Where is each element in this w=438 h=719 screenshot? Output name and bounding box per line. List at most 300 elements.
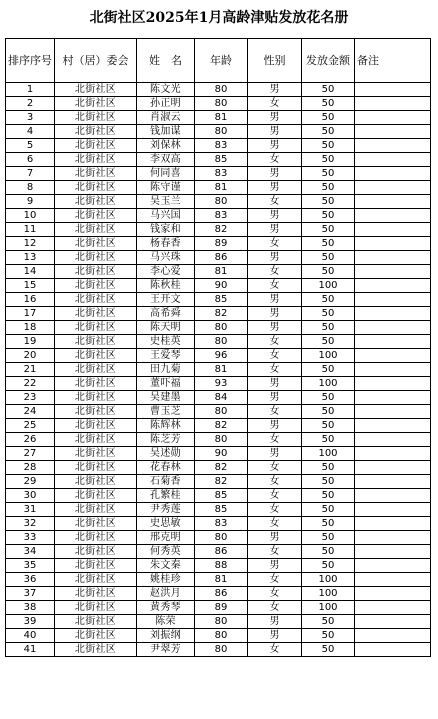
- note-cell: [355, 97, 431, 111]
- seq-cell: 41: [6, 643, 55, 657]
- table-row: [6, 237, 431, 251]
- name-cell: 姚桂珍: [137, 573, 195, 587]
- table-row: [6, 419, 431, 433]
- name-cell: 杨春香: [137, 237, 195, 251]
- village-cell: 北街社区: [55, 559, 137, 573]
- seq-cell: 1: [6, 83, 55, 97]
- name-cell: 吴建墨: [137, 391, 195, 405]
- table-row: [6, 97, 431, 111]
- age-cell: 80: [195, 615, 248, 629]
- village-cell: 北街社区: [55, 391, 137, 405]
- village-cell: 北街社区: [55, 97, 137, 111]
- table-row: [6, 251, 431, 265]
- table-row: [6, 587, 431, 601]
- gender-cell: 男: [248, 629, 302, 643]
- amount-cell: 50: [302, 209, 355, 223]
- table-row: [6, 531, 431, 545]
- age-cell: 82: [195, 307, 248, 321]
- header-gender: 性别: [248, 39, 302, 83]
- age-cell: 89: [195, 601, 248, 615]
- amount-cell: 50: [302, 153, 355, 167]
- age-cell: 85: [195, 153, 248, 167]
- note-cell: [355, 489, 431, 503]
- note-cell: [355, 587, 431, 601]
- village-cell: 北街社区: [55, 223, 137, 237]
- age-cell: 81: [195, 573, 248, 587]
- age-cell: 80: [195, 195, 248, 209]
- table-row: [6, 335, 431, 349]
- table-row: [6, 601, 431, 615]
- amount-cell: 50: [302, 237, 355, 251]
- note-cell: [355, 209, 431, 223]
- age-cell: 80: [195, 83, 248, 97]
- name-cell: 陈天明: [137, 321, 195, 335]
- village-cell: 北街社区: [55, 405, 137, 419]
- amount-cell: 50: [302, 307, 355, 321]
- note-cell: [355, 461, 431, 475]
- village-cell: 北街社区: [55, 111, 137, 125]
- note-cell: [355, 181, 431, 195]
- age-cell: 81: [195, 111, 248, 125]
- seq-cell: 19: [6, 335, 55, 349]
- header-age: 年龄: [195, 39, 248, 83]
- village-cell: 北街社区: [55, 349, 137, 363]
- name-cell: 陈荣: [137, 615, 195, 629]
- amount-cell: 50: [302, 489, 355, 503]
- header-note: 备注: [355, 39, 431, 83]
- amount-cell: 50: [302, 223, 355, 237]
- name-cell: 孔繁桂: [137, 489, 195, 503]
- gender-cell: 女: [248, 335, 302, 349]
- amount-cell: 50: [302, 363, 355, 377]
- table-row: [6, 265, 431, 279]
- name-cell: 钱家和: [137, 223, 195, 237]
- village-cell: 北街社区: [55, 643, 137, 657]
- seq-cell: 40: [6, 629, 55, 643]
- village-cell: 北街社区: [55, 531, 137, 545]
- age-cell: 86: [195, 587, 248, 601]
- seq-cell: 29: [6, 475, 55, 489]
- seq-cell: 2: [6, 97, 55, 111]
- village-cell: 北街社区: [55, 251, 137, 265]
- age-cell: 81: [195, 181, 248, 195]
- village-cell: 北街社区: [55, 293, 137, 307]
- table-row: [6, 307, 431, 321]
- gender-cell: 女: [248, 433, 302, 447]
- age-cell: 80: [195, 405, 248, 419]
- gender-cell: 女: [248, 153, 302, 167]
- gender-cell: 男: [248, 321, 302, 335]
- note-cell: [355, 125, 431, 139]
- amount-cell: 50: [302, 545, 355, 559]
- gender-cell: 男: [248, 167, 302, 181]
- amount-cell: 50: [302, 167, 355, 181]
- name-cell: 朱文秦: [137, 559, 195, 573]
- gender-cell: 女: [248, 475, 302, 489]
- name-cell: 吴述勋: [137, 447, 195, 461]
- amount-cell: 50: [302, 293, 355, 307]
- gender-cell: 女: [248, 279, 302, 293]
- age-cell: 83: [195, 167, 248, 181]
- gender-cell: 女: [248, 405, 302, 419]
- table-row: [6, 573, 431, 587]
- name-cell: 刘振纲: [137, 629, 195, 643]
- seq-cell: 9: [6, 195, 55, 209]
- gender-cell: 男: [248, 559, 302, 573]
- note-cell: [355, 517, 431, 531]
- age-cell: 80: [195, 97, 248, 111]
- note-cell: [355, 363, 431, 377]
- note-cell: [355, 377, 431, 391]
- name-cell: 钱加谋: [137, 125, 195, 139]
- gender-cell: 女: [248, 461, 302, 475]
- gender-cell: 男: [248, 307, 302, 321]
- name-cell: 尹秀莲: [137, 503, 195, 517]
- table-row: [6, 167, 431, 181]
- village-cell: 北街社区: [55, 587, 137, 601]
- table-row: [6, 321, 431, 335]
- name-cell: 邢克明: [137, 531, 195, 545]
- name-cell: 马兴国: [137, 209, 195, 223]
- name-cell: 何秀英: [137, 545, 195, 559]
- name-cell: 陈守谨: [137, 181, 195, 195]
- village-cell: 北街社区: [55, 489, 137, 503]
- age-cell: 85: [195, 503, 248, 517]
- seq-cell: 14: [6, 265, 55, 279]
- table-row: [6, 125, 431, 139]
- note-cell: [355, 279, 431, 293]
- seq-cell: 23: [6, 391, 55, 405]
- gender-cell: 女: [248, 489, 302, 503]
- allowance-roster-table: [5, 38, 431, 657]
- table-row: [6, 209, 431, 223]
- table-row: [6, 377, 431, 391]
- amount-cell: 50: [302, 433, 355, 447]
- note-cell: [355, 559, 431, 573]
- header-seq: 排序序号: [6, 39, 55, 83]
- amount-cell: 100: [302, 573, 355, 587]
- name-cell: 何同喜: [137, 167, 195, 181]
- note-cell: [355, 601, 431, 615]
- age-cell: 80: [195, 335, 248, 349]
- note-cell: [355, 475, 431, 489]
- amount-cell: 50: [302, 405, 355, 419]
- gender-cell: 女: [248, 195, 302, 209]
- age-cell: 80: [195, 643, 248, 657]
- gender-cell: 女: [248, 545, 302, 559]
- header-amount: 发放金额: [302, 39, 355, 83]
- name-cell: 肖淑云: [137, 111, 195, 125]
- note-cell: [355, 307, 431, 321]
- gender-cell: 男: [248, 251, 302, 265]
- village-cell: 北街社区: [55, 475, 137, 489]
- gender-cell: 男: [248, 181, 302, 195]
- note-cell: [355, 335, 431, 349]
- amount-cell: 50: [302, 517, 355, 531]
- name-cell: 黄秀琴: [137, 601, 195, 615]
- table-row: [6, 293, 431, 307]
- amount-cell: 50: [302, 83, 355, 97]
- note-cell: [355, 265, 431, 279]
- table-row: [6, 111, 431, 125]
- gender-cell: 男: [248, 615, 302, 629]
- table-row: [6, 559, 431, 573]
- note-cell: [355, 573, 431, 587]
- amount-cell: 50: [302, 97, 355, 111]
- seq-cell: 15: [6, 279, 55, 293]
- seq-cell: 33: [6, 531, 55, 545]
- village-cell: 北街社区: [55, 321, 137, 335]
- amount-cell: 100: [302, 279, 355, 293]
- note-cell: [355, 223, 431, 237]
- gender-cell: 女: [248, 237, 302, 251]
- seq-cell: 12: [6, 237, 55, 251]
- village-cell: 北街社区: [55, 335, 137, 349]
- amount-cell: 50: [302, 251, 355, 265]
- village-cell: 北街社区: [55, 573, 137, 587]
- village-cell: 北街社区: [55, 419, 137, 433]
- village-cell: 北街社区: [55, 363, 137, 377]
- note-cell: [355, 167, 431, 181]
- seq-cell: 32: [6, 517, 55, 531]
- name-cell: 马兴珠: [137, 251, 195, 265]
- table-row: [6, 279, 431, 293]
- seq-cell: 6: [6, 153, 55, 167]
- village-cell: 北街社区: [55, 209, 137, 223]
- name-cell: 孙正明: [137, 97, 195, 111]
- gender-cell: 男: [248, 139, 302, 153]
- table-row: [6, 545, 431, 559]
- amount-cell: 50: [302, 125, 355, 139]
- amount-cell: 100: [302, 349, 355, 363]
- seq-cell: 3: [6, 111, 55, 125]
- seq-cell: 4: [6, 125, 55, 139]
- seq-cell: 39: [6, 615, 55, 629]
- name-cell: 花春林: [137, 461, 195, 475]
- name-cell: 史桂英: [137, 335, 195, 349]
- note-cell: [355, 251, 431, 265]
- amount-cell: 100: [302, 447, 355, 461]
- gender-cell: 女: [248, 363, 302, 377]
- village-cell: 北街社区: [55, 307, 137, 321]
- name-cell: 曹玉芝: [137, 405, 195, 419]
- gender-cell: 女: [248, 349, 302, 363]
- village-cell: 北街社区: [55, 125, 137, 139]
- note-cell: [355, 153, 431, 167]
- seq-cell: 31: [6, 503, 55, 517]
- seq-cell: 24: [6, 405, 55, 419]
- village-cell: 北街社区: [55, 83, 137, 97]
- note-cell: [355, 83, 431, 97]
- amount-cell: 50: [302, 643, 355, 657]
- amount-cell: 50: [302, 195, 355, 209]
- note-cell: [355, 195, 431, 209]
- seq-cell: 35: [6, 559, 55, 573]
- name-cell: 石菊香: [137, 475, 195, 489]
- table-row: [6, 195, 431, 209]
- village-cell: 北街社区: [55, 181, 137, 195]
- gender-cell: 男: [248, 125, 302, 139]
- village-cell: 北街社区: [55, 167, 137, 181]
- seq-cell: 25: [6, 419, 55, 433]
- table-row: [6, 363, 431, 377]
- amount-cell: 50: [302, 461, 355, 475]
- village-cell: 北街社区: [55, 279, 137, 293]
- seq-cell: 16: [6, 293, 55, 307]
- name-cell: 李心爱: [137, 265, 195, 279]
- name-cell: 李双高: [137, 153, 195, 167]
- name-cell: 王开文: [137, 293, 195, 307]
- note-cell: [355, 237, 431, 251]
- seq-cell: 13: [6, 251, 55, 265]
- village-cell: 北街社区: [55, 601, 137, 615]
- seq-cell: 36: [6, 573, 55, 587]
- name-cell: 刘保林: [137, 139, 195, 153]
- age-cell: 90: [195, 279, 248, 293]
- gender-cell: 男: [248, 209, 302, 223]
- table-row: [6, 433, 431, 447]
- gender-cell: 男: [248, 391, 302, 405]
- table-row: [6, 153, 431, 167]
- note-cell: [355, 615, 431, 629]
- amount-cell: 50: [302, 503, 355, 517]
- table-row: [6, 391, 431, 405]
- gender-cell: 女: [248, 517, 302, 531]
- amount-cell: 50: [302, 181, 355, 195]
- gender-cell: 女: [248, 587, 302, 601]
- table-row: [6, 223, 431, 237]
- table-row: [6, 181, 431, 195]
- table-row: [6, 643, 431, 657]
- gender-cell: 女: [248, 643, 302, 657]
- age-cell: 84: [195, 391, 248, 405]
- table-row: [6, 139, 431, 153]
- age-cell: 85: [195, 293, 248, 307]
- name-cell: 尹翠芳: [137, 643, 195, 657]
- village-cell: 北街社区: [55, 195, 137, 209]
- age-cell: 82: [195, 461, 248, 475]
- gender-cell: 女: [248, 601, 302, 615]
- note-cell: [355, 405, 431, 419]
- age-cell: 83: [195, 517, 248, 531]
- seq-cell: 17: [6, 307, 55, 321]
- age-cell: 80: [195, 629, 248, 643]
- gender-cell: 男: [248, 377, 302, 391]
- gender-cell: 男: [248, 293, 302, 307]
- amount-cell: 50: [302, 391, 355, 405]
- amount-cell: 50: [302, 265, 355, 279]
- note-cell: [355, 111, 431, 125]
- village-cell: 北街社区: [55, 265, 137, 279]
- note-cell: [355, 503, 431, 517]
- table-row: [6, 447, 431, 461]
- amount-cell: 50: [302, 335, 355, 349]
- table-row: [6, 517, 431, 531]
- header-row: [6, 39, 431, 83]
- note-cell: [355, 531, 431, 545]
- note-cell: [355, 433, 431, 447]
- age-cell: 80: [195, 531, 248, 545]
- seq-cell: 20: [6, 349, 55, 363]
- village-cell: 北街社区: [55, 377, 137, 391]
- table-row: [6, 489, 431, 503]
- name-cell: 陈辉林: [137, 419, 195, 433]
- amount-cell: 50: [302, 559, 355, 573]
- age-cell: 82: [195, 223, 248, 237]
- amount-cell: 50: [302, 475, 355, 489]
- village-cell: 北街社区: [55, 237, 137, 251]
- village-cell: 北街社区: [55, 139, 137, 153]
- gender-cell: 男: [248, 419, 302, 433]
- gender-cell: 女: [248, 97, 302, 111]
- seq-cell: 37: [6, 587, 55, 601]
- age-cell: 93: [195, 377, 248, 391]
- seq-cell: 34: [6, 545, 55, 559]
- gender-cell: 男: [248, 83, 302, 97]
- table-row: [6, 461, 431, 475]
- amount-cell: 100: [302, 587, 355, 601]
- age-cell: 83: [195, 139, 248, 153]
- village-cell: 北街社区: [55, 461, 137, 475]
- seq-cell: 7: [6, 167, 55, 181]
- header-village: 村（居）委会: [55, 39, 137, 83]
- seq-cell: 30: [6, 489, 55, 503]
- amount-cell: 50: [302, 531, 355, 545]
- age-cell: 80: [195, 321, 248, 335]
- age-cell: 82: [195, 475, 248, 489]
- table-row: [6, 629, 431, 643]
- gender-cell: 男: [248, 447, 302, 461]
- name-cell: 陈芝芳: [137, 433, 195, 447]
- age-cell: 86: [195, 251, 248, 265]
- age-cell: 81: [195, 363, 248, 377]
- village-cell: 北街社区: [55, 615, 137, 629]
- header-name: 姓 名: [137, 39, 195, 83]
- village-cell: 北街社区: [55, 629, 137, 643]
- gender-cell: 男: [248, 531, 302, 545]
- name-cell: 陈秋桂: [137, 279, 195, 293]
- name-cell: 陈文光: [137, 83, 195, 97]
- village-cell: 北街社区: [55, 433, 137, 447]
- note-cell: [355, 629, 431, 643]
- age-cell: 80: [195, 125, 248, 139]
- name-cell: 吴玉兰: [137, 195, 195, 209]
- age-cell: 90: [195, 447, 248, 461]
- age-cell: 81: [195, 265, 248, 279]
- amount-cell: 100: [302, 377, 355, 391]
- amount-cell: 50: [302, 111, 355, 125]
- seq-cell: 38: [6, 601, 55, 615]
- gender-cell: 女: [248, 503, 302, 517]
- note-cell: [355, 349, 431, 363]
- table-row: [6, 83, 431, 97]
- age-cell: 86: [195, 545, 248, 559]
- seq-cell: 27: [6, 447, 55, 461]
- seq-cell: 8: [6, 181, 55, 195]
- age-cell: 83: [195, 209, 248, 223]
- village-cell: 北街社区: [55, 503, 137, 517]
- village-cell: 北街社区: [55, 447, 137, 461]
- table-body: [6, 83, 431, 657]
- table-row: [6, 405, 431, 419]
- amount-cell: 50: [302, 139, 355, 153]
- gender-cell: 男: [248, 111, 302, 125]
- note-cell: [355, 391, 431, 405]
- seq-cell: 10: [6, 209, 55, 223]
- table-row: [6, 475, 431, 489]
- village-cell: 北街社区: [55, 545, 137, 559]
- age-cell: 85: [195, 489, 248, 503]
